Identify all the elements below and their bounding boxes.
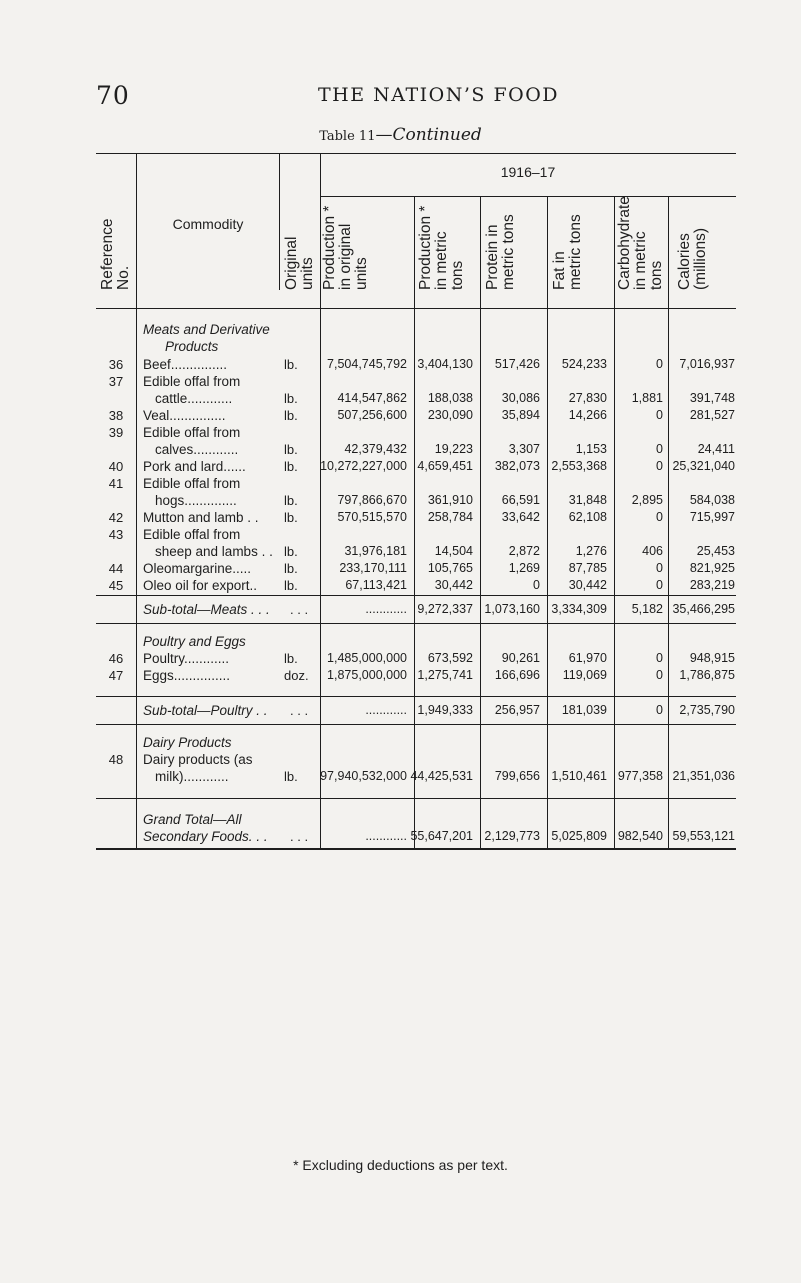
original-units-heading: units [299,257,316,290]
production-metric-heading: in metric [433,231,450,290]
unit: . . . [290,703,309,718]
row-prod-metric: 673,592 [427,651,473,665]
reference-number: 43 [108,527,124,542]
total-prod-metric: 1,949,333 [417,703,473,717]
row-carb: 2,895 [631,493,663,507]
row-prod-orig: 570,515,570 [337,510,407,524]
unit: lb. [284,561,298,576]
row-prod-metric: 188,038 [427,391,473,405]
row-prod-metric: 4,659,451 [417,459,473,473]
row-prod-orig: 31,976,181 [344,544,407,558]
meats-subtotal-top [96,595,736,596]
reference-number: 36 [108,357,124,372]
commodity-name: milk)............ [155,769,229,784]
row-carb: 0 [656,459,663,473]
row-carb: 0 [656,442,663,456]
production-original-heading: in original [337,223,354,290]
meats-subtotal-bottom [96,623,736,624]
section-heading: Dairy Products [143,735,232,750]
commodity-name: Eggs............... [143,668,231,683]
commodity-name: Oleo oil for export.. [143,578,258,593]
total-prod-orig: ............ [365,829,407,843]
bottom-rule [96,848,736,850]
page-number: 70 [96,81,130,110]
total-carb: 0 [656,703,663,717]
total-cal: 2,735,790 [679,703,735,717]
total-fat: 5,025,809 [551,829,607,843]
commodity-name: Edible offal from [143,476,241,491]
total-prod-metric: 55,647,201 [410,829,473,843]
row-protein: 0 [533,578,540,592]
poultry-subtotal-bottom [96,724,736,725]
reference-number: 38 [108,408,124,423]
row-prod-metric: 19,223 [434,442,473,456]
commodity-name: Mutton and lamb . . [143,510,259,525]
row-carb: 0 [656,578,663,592]
unit: lb. [284,769,298,784]
subtotal-label: Sub-total—Poultry . . [143,703,268,718]
row-cal: 281,527 [689,408,735,422]
row-protein: 382,073 [494,459,540,473]
section-heading: Meats and Derivative [143,322,270,337]
row-prod-metric: 105,765 [427,561,473,575]
row-fat: 1,153 [575,442,607,456]
period-heading: 1916–17 [500,164,556,180]
production-original-heading: units [353,257,370,290]
total-label: Secondary Foods. . . [143,829,268,844]
unit: lb. [284,357,298,372]
reference-number: 45 [108,578,124,593]
row-prod-metric: 3,404,130 [417,357,473,371]
commodity-name: Edible offal from [143,425,241,440]
row-carb: 0 [656,357,663,371]
row-prod-orig: 414,547,862 [337,391,407,405]
row-prod-orig: 1,875,000,000 [327,668,407,682]
section-heading: Products [165,339,219,354]
row-carb: 0 [656,651,663,665]
row-fat: 1,510,461 [551,769,607,783]
unit: lb. [284,651,298,666]
reference-number: 46 [108,651,124,666]
commodity-name: Poultry............ [143,651,230,666]
row-fat: 27,830 [568,391,607,405]
carbohydrate-heading: Carbohydrate [616,196,633,290]
commodity-heading: Commodity [172,216,244,232]
row-prod-metric: 258,784 [427,510,473,524]
reference-number: 47 [108,668,124,683]
reference-number: 48 [108,752,124,767]
row-protein: 2,872 [508,544,540,558]
commodity-name: Oleomargarine..... [143,561,252,576]
running-head: THE NATION’S FOOD [318,84,560,106]
unit: lb. [284,493,298,508]
row-prod-orig: 233,170,111 [339,561,407,575]
commodity-name: hogs.............. [155,493,237,508]
carbohydrate-heading: tons [648,260,665,290]
row-prod-orig: 507,256,600 [337,408,407,422]
reference-number: 40 [108,459,124,474]
row-protein: 30,086 [501,391,540,405]
header-bottom-rule [96,308,736,309]
row-fat: 2,553,368 [551,459,607,473]
row-cal: 948,915 [689,651,735,665]
production-metric-heading: Production * [417,205,434,290]
row-cal: 821,925 [689,561,735,575]
total-protein: 2,129,773 [484,829,540,843]
row-prod-metric: 230,090 [427,408,473,422]
footnote: * Excluding deductions as per text. [293,1157,508,1173]
top-rule [96,153,736,154]
row-cal: 715,997 [689,510,735,524]
row-fat: 119,069 [562,668,607,682]
row-carb: 0 [656,408,663,422]
row-protein: 166,696 [494,668,540,682]
calories-heading: Calories [676,233,693,290]
row-carb: 977,358 [617,769,663,783]
commodity-name: calves............ [155,442,239,457]
row-prod-orig: 10,272,227,000 [320,459,407,473]
row-cal: 24,411 [697,442,735,456]
total-carb: 982,540 [617,829,663,843]
row-fat: 31,848 [568,493,607,507]
commodity-name: Edible offal from [143,527,241,542]
total-protein: 256,957 [494,703,540,717]
commodity-name: Veal............... [143,408,226,423]
poultry-subtotal-top [96,696,736,697]
unit: lb. [284,544,298,559]
row-fat: 14,266 [568,408,607,422]
commodity-name: Dairy products (as [143,752,253,767]
commodity-name: cattle............ [155,391,233,406]
reference-number: 37 [108,374,124,389]
unit: . . . [290,602,309,617]
commodity-name: Pork and lard...... [143,459,246,474]
row-protein: 66,591 [501,493,540,507]
row-prod-metric: 361,910 [427,493,473,507]
reference-number: 42 [108,510,124,525]
total-fat: 3,334,309 [551,602,607,616]
unit: lb. [284,442,298,457]
row-cal: 283,219 [689,578,735,592]
row-prod-metric: 14,504 [434,544,473,558]
reference-no-heading: No. [115,265,132,290]
carbohydrate-heading: in metric [632,231,649,290]
reference-number: 41 [108,476,124,491]
row-cal: 25,321,040 [672,459,735,473]
original-units-heading: Original [283,236,300,290]
production-metric-heading: tons [449,260,466,290]
calories-heading: (millions) [692,228,709,290]
section-heading: Poultry and Eggs [143,634,246,649]
unit: . . . [290,829,309,844]
row-protein: 90,261 [501,651,540,665]
total-prod-orig: ............ [365,703,407,717]
commodity-name: Beef............... [143,357,228,372]
row-carb: 1,881 [631,391,663,405]
total-prod-metric: 9,272,337 [417,602,473,616]
row-prod-orig: 67,113,421 [345,578,407,592]
reference-number: 39 [108,425,124,440]
row-cal: 584,038 [689,493,735,507]
total-cal: 35,466,295 [672,602,735,616]
total-fat: 181,039 [561,703,607,717]
total-cal: 59,553,121 [672,829,735,843]
protein-heading: metric tons [500,214,517,290]
row-fat: 30,442 [568,578,607,592]
dairy-bottom [96,798,736,799]
row-fat: 61,970 [568,651,607,665]
commodity-name: sheep and lambs . . [155,544,273,559]
row-prod-orig: 797,866,670 [337,493,407,507]
column-divider [136,153,137,849]
total-label: Grand Total—All [143,812,242,827]
row-cal: 21,351,036 [672,769,735,783]
unit: lb. [284,578,298,593]
unit: lb. [284,391,298,406]
row-protein: 799,656 [494,769,540,783]
row-carb: 0 [656,668,663,682]
row-cal: 7,016,937 [679,357,735,371]
row-prod-metric: 30,442 [434,578,473,592]
row-protein: 33,642 [501,510,540,524]
reference-number: 44 [108,561,124,576]
row-protein: 35,894 [501,408,540,422]
total-protein: 1,073,160 [484,602,540,616]
protein-heading: Protein in [484,224,501,290]
total-prod-orig: ............ [365,602,407,616]
row-prod-orig: 7,504,745,792 [327,357,407,371]
unit: doz. [284,668,309,683]
unit: lb. [284,459,298,474]
period-rule [320,196,736,197]
row-carb: 0 [656,510,663,524]
subtotal-label: Sub-total—Meats . . . [143,602,270,617]
row-cal: 391,748 [689,391,735,405]
row-protein: 1,269 [508,561,540,575]
row-cal: 25,453 [696,544,735,558]
fat-heading: metric tons [567,214,584,290]
reference-no-heading: Reference [99,218,116,290]
row-prod-orig: 1,485,000,000 [327,651,407,665]
row-fat: 1,276 [575,544,607,558]
row-fat: 524,233 [561,357,607,371]
row-prod-metric: 44,425,531 [410,769,473,783]
row-cal: 1,786,875 [679,668,735,682]
row-carb: 406 [642,544,663,558]
row-fat: 62,108 [568,510,607,524]
commodity-name: Edible offal from [143,374,241,389]
row-protein: 517,426 [494,357,540,371]
fat-heading: Fat in [551,251,568,290]
table-title: Table 11—Continued [319,125,482,145]
unit: lb. [284,510,298,525]
row-prod-orig: 42,379,432 [344,442,407,456]
row-protein: 3,307 [508,442,540,456]
total-carb: 5,182 [631,602,663,616]
row-carb: 0 [656,561,663,575]
production-original-heading: Production * [321,205,338,290]
row-fat: 87,785 [568,561,607,575]
row-prod-orig: 97,940,532,000 [320,769,407,783]
unit: lb. [284,408,298,423]
row-prod-metric: 1,275,741 [417,668,473,682]
